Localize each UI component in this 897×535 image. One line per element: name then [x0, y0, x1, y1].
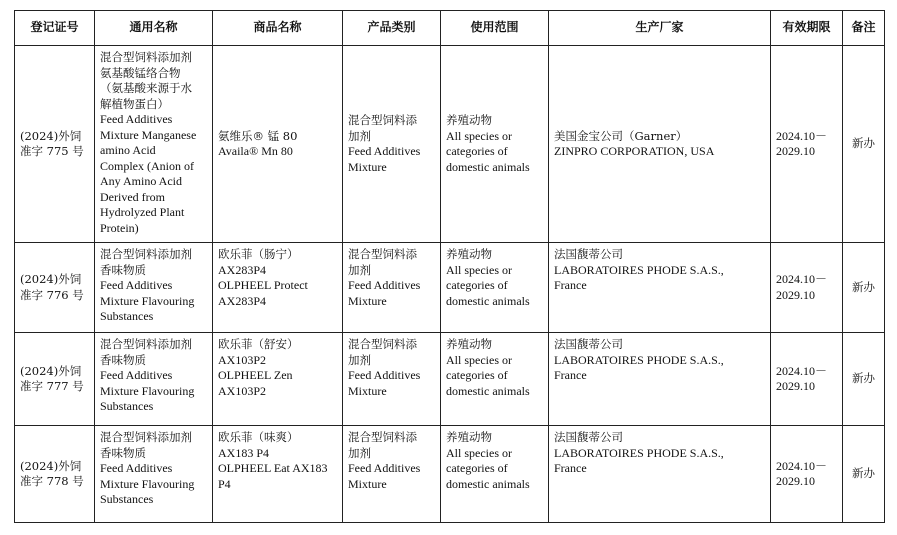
remark-cell: 新办: [843, 333, 885, 426]
header-scope: 使用范围: [441, 11, 549, 46]
validity-cell: 2024.10－ 2029.10: [771, 426, 843, 523]
reg-no-cell: (2024)外饲 准字 777 号: [15, 333, 95, 426]
remark-cell: 新办: [843, 243, 885, 333]
trade-name-cell: 氨维乐® 锰 80 Availa® Mn 80: [213, 46, 343, 243]
validity-cell: 2024.10－ 2029.10: [771, 333, 843, 426]
manufacturer-cell: 美国金宝公司（Garner） ZINPRO CORPORATION, USA: [549, 46, 771, 243]
generic-name-cell: 混合型饲料添加剂 香味物质 Feed Additives Mixture Flavouring Substances: [95, 333, 213, 426]
scope-cell: 养殖动物 All species or categories of domestic animals: [441, 426, 549, 523]
validity-cell: 2024.10－ 2029.10: [771, 46, 843, 243]
header-validity: 有效期限: [771, 11, 843, 46]
manufacturer-cell: 法国馥蒂公司 LABORATOIRES PHODE S.A.S., France: [549, 243, 771, 333]
generic-name-cell: 混合型饲料添加剂 香味物质 Feed Additives Mixture Flavouring Substances: [95, 426, 213, 523]
reg-no-cell: (2024)外饲 准字 775 号: [15, 46, 95, 243]
reg-no-cell: (2024)外饲 准字 776 号: [15, 243, 95, 333]
validity-cell: 2024.10－ 2029.10: [771, 243, 843, 333]
registration-table: [14, 10, 885, 523]
generic-name-cell: 混合型饲料添加剂 香味物质 Feed Additives Mixture Flavouring Substances: [95, 243, 213, 333]
header-trade-name: 商品名称: [213, 11, 343, 46]
header-reg-no: 登记证号: [15, 11, 95, 46]
remark-cell: 新办: [843, 426, 885, 523]
table-row: [15, 426, 885, 523]
header-category: 产品类别: [343, 11, 441, 46]
category-cell: 混合型饲料添 加剂 Feed Additives Mixture: [343, 333, 441, 426]
category-cell: 混合型饲料添 加剂 Feed Additives Mixture: [343, 243, 441, 333]
manufacturer-cell: 法国馥蒂公司 LABORATOIRES PHODE S.A.S., France: [549, 333, 771, 426]
category-cell: 混合型饲料添 加剂 Feed Additives Mixture: [343, 46, 441, 243]
table-row: [15, 243, 885, 333]
table-header-row: [15, 11, 885, 46]
scope-cell: 养殖动物 All species or categories of domestic animals: [441, 243, 549, 333]
header-manufacturer: 生产厂家: [549, 11, 771, 46]
category-cell: 混合型饲料添 加剂 Feed Additives Mixture: [343, 426, 441, 523]
scope-cell: 养殖动物 All species or categories of domestic animals: [441, 333, 549, 426]
trade-name-cell: 欧乐菲（舒安） AX103P2 OLPHEEL Zen AX103P2: [213, 333, 343, 426]
scope-cell: 养殖动物 All species or categories of domestic animals: [441, 46, 549, 243]
table-row: [15, 333, 885, 426]
table-row: [15, 46, 885, 243]
header-generic-name: 通用名称: [95, 11, 213, 46]
header-remark: 备注: [843, 11, 885, 46]
reg-no-cell: (2024)外饲 准字 778 号: [15, 426, 95, 523]
manufacturer-cell: 法国馥蒂公司 LABORATOIRES PHODE S.A.S., France: [549, 426, 771, 523]
trade-name-cell: 欧乐菲（肠宁） AX283P4 OLPHEEL Protect AX283P4: [213, 243, 343, 333]
generic-name-cell: 混合型饲料添加剂 氨基酸锰络合物 （氨基酸来源于水 解植物蛋白） Feed Additives Mixture Manganese amino Acid Complex (Anion of Any Amino Acid Derived from Hydrolyzed Plant Protein): [95, 46, 213, 243]
trade-name-cell: 欧乐菲（味爽） AX183 P4 OLPHEEL Eat AX183 P4: [213, 426, 343, 523]
remark-cell: 新办: [843, 46, 885, 243]
